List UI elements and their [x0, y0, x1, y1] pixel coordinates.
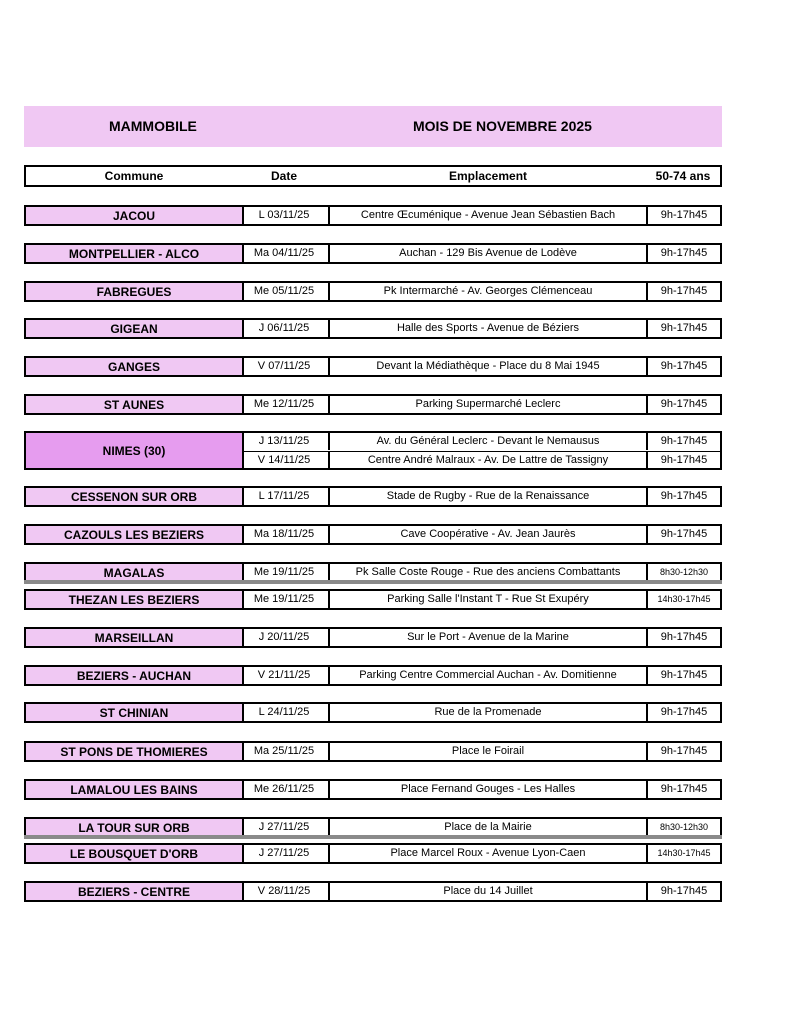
document-title: MAMMOBILE [109, 118, 197, 134]
place-cell: Place de la Mairie [328, 819, 648, 836]
table-row [24, 281, 722, 302]
place-cell: Place Marcel Roux - Avenue Lyon-Caen [328, 845, 648, 862]
hours-cell: 9h-17h45 [660, 360, 708, 372]
commune-cell: ST PONS DE THOMIERES [26, 743, 244, 760]
entry-line [242, 781, 720, 798]
hours-cell: 14h30-17h45 [657, 594, 711, 604]
date-cell: L 24/11/25 [258, 706, 310, 718]
hours-cell: 9h-17h45 [660, 528, 708, 540]
table-row [24, 665, 722, 686]
place-cell: Devant la Médiathèque - Place du 8 Mai 1945 [328, 358, 648, 375]
date-cell: J 06/11/25 [258, 322, 310, 334]
entry-line [242, 845, 720, 862]
place-cell: Parking Supermarché Leclerc [328, 396, 648, 413]
table-row [24, 843, 722, 864]
commune-cell: BEZIERS - AUCHAN [26, 667, 244, 684]
date-cell: J 20/11/25 [258, 631, 310, 643]
hours-cell: 9h-17h45 [660, 706, 708, 718]
place-cell: Place Fernand Gouges - Les Halles [328, 781, 648, 798]
entry-line [242, 320, 720, 337]
commune-cell: MAGALAS [26, 564, 244, 581]
date-cell: J 27/11/25 [258, 821, 310, 833]
hours-cell: 9h-17h45 [660, 783, 708, 795]
place-cell: Centre André Malraux - Av. De Lattre de Tassigny [328, 452, 648, 469]
place-cell: Rue de la Promenade [328, 704, 648, 721]
same-day-divider [24, 835, 722, 839]
commune-cell: JACOU [26, 207, 244, 224]
table-row [24, 205, 722, 226]
entry-line [242, 667, 720, 684]
commune-cell: CAZOULS LES BEZIERS [26, 526, 244, 543]
hours-cell: 9h-17h45 [660, 247, 708, 259]
hours-cell: 9h-17h45 [660, 285, 708, 297]
table-row [24, 881, 722, 902]
column-header-commune: Commune [104, 169, 164, 183]
entry-line [242, 526, 720, 543]
date-cell: Ma 25/11/25 [253, 745, 315, 757]
hours-cell: 9h-17h45 [660, 435, 708, 447]
place-cell: Auchan - 129 Bis Avenue de Lodève [328, 245, 648, 262]
entry-line [242, 433, 720, 450]
entry-line [242, 207, 720, 224]
commune-cell: GIGEAN [26, 320, 244, 337]
entry-line [242, 743, 720, 760]
entry-line [242, 283, 720, 300]
commune-cell: MARSEILLAN [26, 629, 244, 646]
date-cell: V 21/11/25 [257, 669, 311, 681]
place-cell: Parking Salle l'Instant T - Rue St Exupéry [328, 591, 648, 608]
entry-line [242, 704, 720, 721]
date-cell: V 28/11/25 [257, 885, 311, 897]
commune-cell: ST AUNES [26, 396, 244, 413]
commune-cell: CESSENON SUR ORB [26, 488, 244, 505]
hours-cell: 9h-17h45 [660, 745, 708, 757]
hours-cell: 9h-17h45 [660, 490, 708, 502]
entry-line [242, 245, 720, 262]
date-cell: Me 12/11/25 [253, 398, 315, 410]
entry-line [242, 564, 720, 581]
table-row [24, 702, 722, 723]
place-cell: Av. du Général Leclerc - Devant le Nemausus [328, 433, 648, 450]
column-header-place: Emplacement [448, 169, 528, 183]
table-row [24, 318, 722, 339]
entry-line [242, 819, 720, 836]
hours-cell: 9h-17h45 [660, 209, 708, 221]
hours-cell: 9h-17h45 [660, 669, 708, 681]
commune-cell: LAMALOU LES BAINS [26, 781, 244, 798]
date-cell: Me 05/11/25 [253, 285, 315, 297]
commune-cell: LA TOUR SUR ORB [26, 819, 244, 836]
entry-line [242, 358, 720, 375]
entry-line [242, 591, 720, 608]
hours-cell: 9h-17h45 [660, 631, 708, 643]
month-title: MOIS DE NOVEMBRE 2025 [413, 118, 592, 134]
table-row [24, 779, 722, 800]
column-header-date: Date [270, 169, 297, 183]
place-cell: Pk Intermarché - Av. Georges Clémenceau [328, 283, 648, 300]
same-day-divider [24, 580, 722, 584]
hours-cell: 8h30-12h30 [659, 822, 709, 832]
place-cell: Parking Centre Commercial Auchan - Av. Domitienne [328, 667, 648, 684]
place-cell: Pk Salle Coste Rouge - Rue des anciens Combattants [328, 564, 648, 581]
commune-cell: ST CHINIAN [26, 704, 244, 721]
hours-cell: 9h-17h45 [660, 398, 708, 410]
entry-line [242, 883, 720, 900]
place-cell: Sur le Port - Avenue de la Marine [328, 629, 648, 646]
table-row [24, 486, 722, 507]
table-row [24, 431, 722, 470]
date-cell: Me 26/11/25 [253, 783, 315, 795]
entry-line [242, 629, 720, 646]
entry-line [242, 451, 720, 469]
commune-cell: LE BOUSQUET D'ORB [26, 845, 244, 862]
table-row [24, 394, 722, 415]
commune-cell: GANGES [26, 358, 244, 375]
table-row [24, 524, 722, 545]
place-cell: Centre Œcuménique - Avenue Jean Sébastien Bach [328, 207, 648, 224]
table-row [24, 356, 722, 377]
commune-cell: MONTPELLIER - ALCO [26, 245, 244, 262]
date-cell: J 13/11/25 [258, 435, 310, 447]
hours-cell: 9h-17h45 [660, 322, 708, 334]
place-cell: Cave Coopérative - Av. Jean Jaurès [328, 526, 648, 543]
table-row [24, 741, 722, 762]
place-cell: Stade de Rugby - Rue de la Renaissance [328, 488, 648, 505]
place-cell: Halle des Sports - Avenue de Béziers [328, 320, 648, 337]
commune-cell: NIMES (30) [26, 433, 244, 468]
date-cell: V 14/11/25 [257, 454, 311, 466]
place-cell: Place du 14 Juillet [328, 883, 648, 900]
table-row [24, 627, 722, 648]
date-cell: L 03/11/25 [258, 209, 310, 221]
hours-cell: 9h-17h45 [660, 885, 708, 897]
hours-cell: 9h-17h45 [660, 454, 708, 466]
commune-cell: FABREGUES [26, 283, 244, 300]
commune-cell: THEZAN LES BEZIERS [26, 591, 244, 608]
date-cell: Me 19/11/25 [253, 566, 315, 578]
table-row [24, 589, 722, 610]
date-cell: V 07/11/25 [257, 360, 311, 372]
date-cell: Me 19/11/25 [253, 593, 315, 605]
date-cell: Ma 18/11/25 [253, 528, 315, 540]
hours-cell: 14h30-17h45 [657, 848, 711, 858]
date-cell: Ma 04/11/25 [253, 247, 315, 259]
date-cell: L 17/11/25 [258, 490, 310, 502]
place-cell: Place le Foirail [328, 743, 648, 760]
table-row [24, 243, 722, 264]
hours-cell: 8h30-12h30 [659, 567, 709, 577]
entry-line [242, 488, 720, 505]
column-header-hours: 50-74 ans [655, 169, 711, 183]
date-cell: J 27/11/25 [258, 847, 310, 859]
entry-line [242, 396, 720, 413]
commune-cell: BEZIERS - CENTRE [26, 883, 244, 900]
